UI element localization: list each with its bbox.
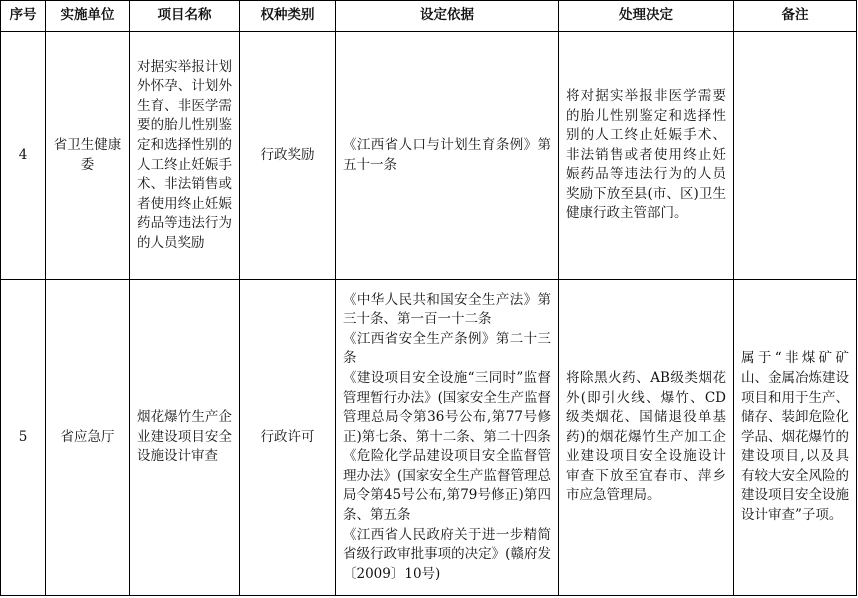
row-item: 对据实举报计划外怀孕、计划外生育、非医学需要的胎儿性别鉴定和选择性别的人工终止妊娠手术、非法销售或者使用终止妊娠药品等违法行为的人员奖励 [130,32,240,280]
header-type: 权种类别 [240,1,336,32]
basis-line: 《江西省人口与计划生育条例》第五十一条 [343,136,551,173]
basis-line: 《中华人民共和国安全生产法》第三十条、第一百一十二条 [343,291,551,328]
header-basis: 设定依据 [336,1,559,32]
table-row [1,280,857,596]
row-basis [336,32,559,280]
row-item: 烟花爆竹生产企业建设项目安全设施设计审查 [130,280,240,596]
header-unit: 实施单位 [46,1,130,32]
row-decision: 将对据实举报非医学需要的胎儿性别鉴定和选择性别的人工终止妊娠手术、非法销售或者使用终止妊娠药品等违法行为的人员奖励下放至县(市、区)卫生健康行政主管部门。 [559,32,734,280]
header-decision: 处理决定 [559,1,734,32]
header-no: 序号 [1,1,46,32]
row-remark: 属于“非煤矿矿山、金属冶炼建设项目和用于生产、储存、装卸危险化学品、烟花爆竹的建设项目,以及具有较大安全风险的建设项目安全设施设计审查”子项。 [734,280,857,596]
basis-line: 《江西省安全生产条例》第二十三条 [343,330,551,367]
row-decision: 将除黑火药、AB级类烟花外(即引火线、爆竹、CD级类烟花、国储退役单基药)的烟花爆竹生产加工企业建设项目安全设施设计审查下放至宜春市、萍乡市应急管理局。 [559,280,734,596]
header-row [1,1,857,32]
row-unit: 省卫生健康委 [46,32,130,280]
basis-line: 《江西省人民政府关于进一步精简省级行政审批事项的决定》(赣府发〔2009〕10号) [343,526,551,582]
table-row [1,32,857,280]
row-no: 4 [1,32,46,280]
basis-line: 《建设项目安全设施“三同时”监督管理暂行办法》(国家安全生产监督管理总局令第36号公布,第77号修正)第七条、第十二条、第二十四条 [343,369,551,445]
row-remark [734,32,857,280]
row-unit: 省应急厅 [46,280,130,596]
header-remark: 备注 [734,1,857,32]
row-type: 行政许可 [240,280,336,596]
header-item: 项目名称 [130,1,240,32]
row-basis [336,280,559,596]
row-no: 5 [1,280,46,596]
basis-line: 《危险化学品建设项目安全监督管理办法》(国家安全生产监督管理总局令第45号公布,第79号修正)第四条、第五条 [343,448,551,524]
row-type: 行政奖励 [240,32,336,280]
